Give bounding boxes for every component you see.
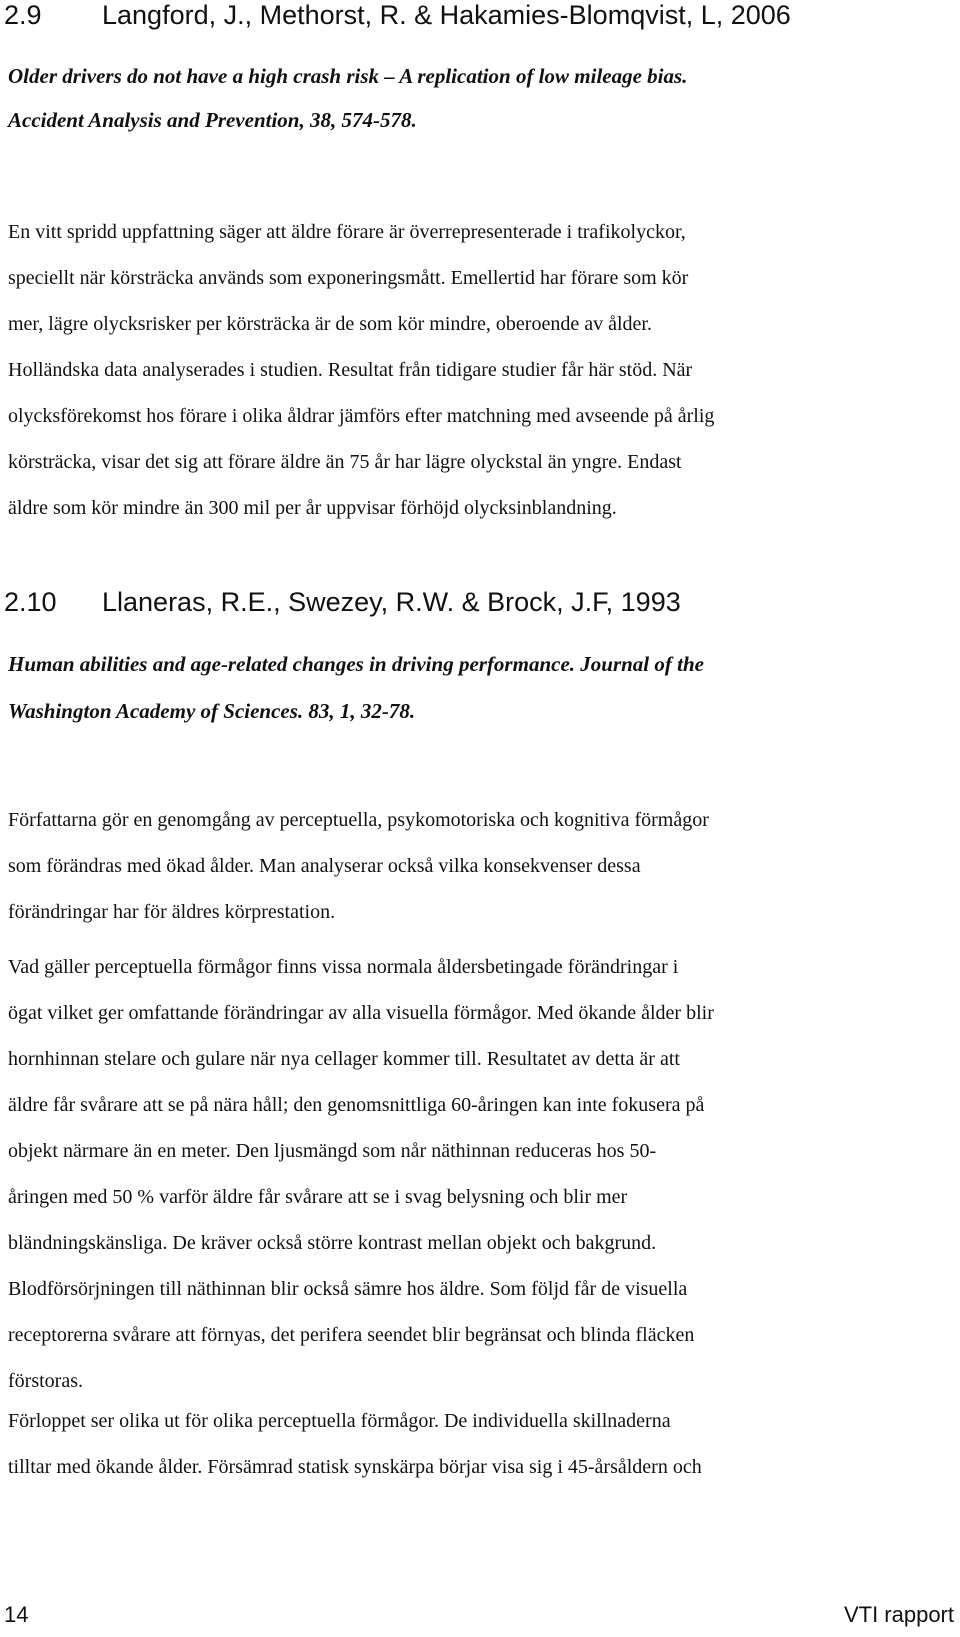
section-number: 2.9 xyxy=(4,0,42,30)
section-authors: Langford, J., Methorst, R. & Hakamies-Blomqvist, L, 2006 xyxy=(102,0,791,30)
section-paragraph: En vitt spridd uppfattning säger att äldre förare är överrepresenterade i trafikolyckor, speciellt när körsträcka används som exponeringsmått. Emellertid har förare som kör mer, lägre olycksrisker per körsträcka är de som kör mindre, oberoende av ålder. Holländska data analyserades i studien. Resultat från tidigare studier får här stöd. När olycksförekomst hos förare i olika åldrar jämförs efter matchning med avseende på årlig körsträcka, visar det sig att förare äldre än 75 år har lägre olyckstal än yngre. Endast äldre som kör mindre än 300 mil per år uppvisar förhöjd olycksinblandning. xyxy=(8,221,715,519)
section-heading xyxy=(4,587,681,618)
section-paragraph: Författarna gör en genomgång av perceptuella, psykomotoriska och kognitiva förmågor som förändras med ökad ålder. Man analyserar också vilka konsekvenser dessa förändringar har för äldres körprestation. xyxy=(8,809,709,923)
section-heading xyxy=(4,0,791,31)
reference-citation: Older drivers do not have a high crash risk – A replication of low mileage bias. Accident Analysis and Prevention, 38, 574-578. xyxy=(8,64,688,132)
section-number: 2.10 xyxy=(4,587,57,617)
section-paragraph: Förloppet ser olika ut för olika perceptuella förmågor. De individuella skillnaderna tilltar med ökande ålder. Försämrad statisk synskärpa börjar visa sig i 45-årsåldern och xyxy=(8,1410,702,1478)
reference-citation: Human abilities and age-related changes in driving performance. Journal of the Washington Academy of Sciences. 83, 1, 32-78. xyxy=(8,652,704,723)
section-paragraph: Vad gäller perceptuella förmågor finns vissa normala åldersbetingade förändringar i ögat vilket ger omfattande förändringar av alla visuella förmågor. Med ökande ålder blir hornhinnan stelare och gulare när nya cellager kommer till. Resultatet av detta är att äldre får svårare att se på nära håll; den genomsnittliga 60-åringen kan inte fokusera på objekt närmare än en meter. Den ljusmängd som når näthinnan reduceras hos 50- åringen med 50 % varför äldre får svårare att se i svag belysning och blir mer bländningskänsliga. De kräver också större kontrast mellan objekt och bakgrund. Blodförsörjningen till näthinnan blir också sämre hos äldre. Som följd får de visuella receptorerna svårare att förnyas, det perifera seendet blir begränsat och blinda fläcken förstoras. xyxy=(8,956,714,1392)
page-number: 14 xyxy=(4,1602,29,1627)
report-name: VTI rapport xyxy=(843,1602,954,1627)
section-authors: Llaneras, R.E., Swezey, R.W. & Brock, J.F, 1993 xyxy=(102,587,681,617)
